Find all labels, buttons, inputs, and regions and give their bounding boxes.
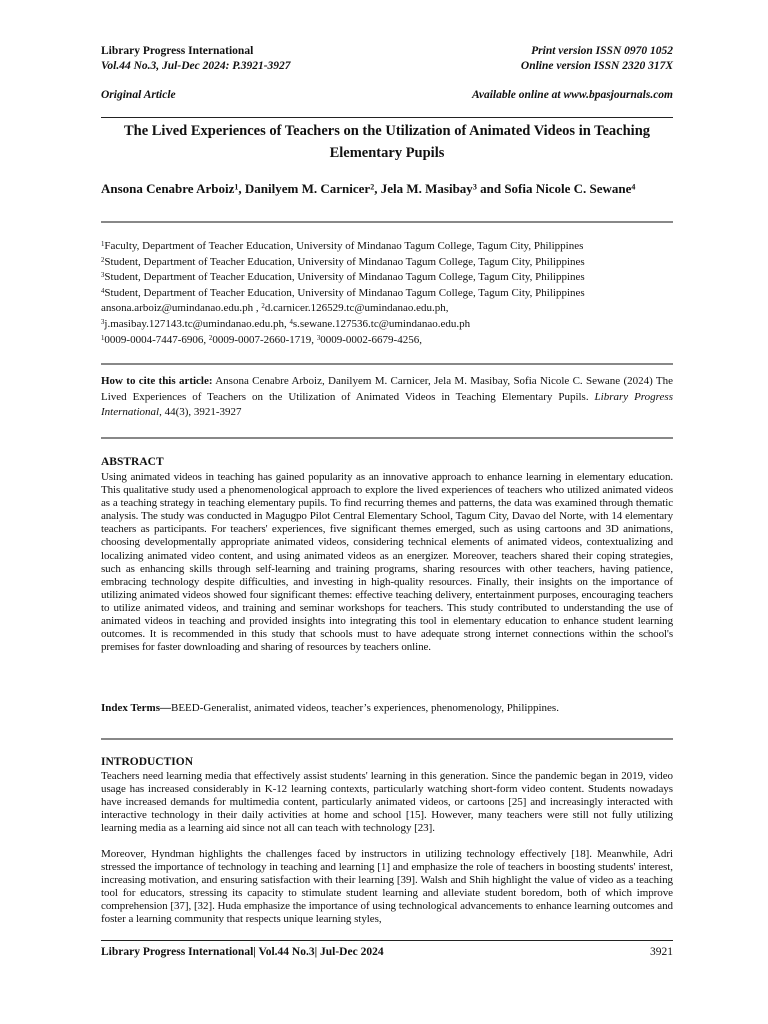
affiliation-list xyxy=(101,239,673,348)
affiliation-line: $^1$Faculty, Department of Teacher Education, University of Mindanao Tagum College, Tagum City, Philippines xyxy=(101,240,584,252)
index-terms xyxy=(101,702,559,714)
journal-name: Library Progress International xyxy=(101,45,254,57)
author-sup: 1 xyxy=(234,182,239,192)
citation-rule xyxy=(101,437,673,439)
introduction-paragraph: Moreover, Hyndman highlights the challenges faced by instructors in utilizing technology effectively [18]. Meanwhile, Adri stressed the importance of technology in teaching and learning [1] and emphasize the role of teachers in boosting students' interest, increasing motivation, and ensuring satisfaction with their learning [39]. Walsh and Shih highlight the value of video as a teaching tool for educators, stressing its capacity to stimulate student learning and alleviate student boredom, both of which improve comprehension [37], [32]. Huda emphasize the importance of using technological advancements to enhance learning outcomes and foster a learning community that respects unique learning styles, xyxy=(101,848,673,926)
footer-date: Jul-Dec 2024 xyxy=(320,946,384,958)
author-sup: 3 xyxy=(472,182,477,192)
footer-rule xyxy=(101,940,673,941)
index-terms-label: Index Terms— xyxy=(101,702,171,714)
abstract-body: Using animated videos in teaching has gained popularity as an innovative approach to enhance learning in elementary education. This qualitative study used a phenomenological approach to explore the lived experiences of teachers who utilized animated videos as a teaching strategy in teaching elementary pupils. To find recurring themes and patterns, the data was examined through thematic analysis. The study was conducted in Magugpo Pilot Central Elementary School, Tagum City, Davao del Norte, with 14 elementary teachers as participants. For teachers' experiences, five significant themes emerged, such as using cartoons and 3D animations, choosing developmentally appropriate animated videos, considering technical elements of animated videos, contextualizing and localizing animated video content, and using animated videos as an energizer. Moreover, teachers shared their coping strategies, such as enhancing skills through self-learning and training programs, sharing resources with other teachers, having patience, embracing technology despite difficulties, and investing in high-quality resources. Finally, their insights on the importance of utilizing animated videos showed four significant themes: effective teaching delivery, entertainment purposes, encouraging teachers to utilize animated videos, and training and seminar workshops for teachers. This study contributed to understanding the use of animated videos in teaching and provided insights into integrating this tool in elementary education to enhance student learning outcomes. It is recommended in this study that schools must to have adequate strong internet connections within the school's premises for faster downloading and sharing of resources by teachers online. xyxy=(101,471,673,654)
author-name: Ansona Cenabre Arboiz xyxy=(101,181,235,196)
citation-ref: , 44(3), 3921-3927 xyxy=(159,406,242,419)
page-number: 3921 xyxy=(650,946,673,958)
email-link[interactable]: j.masibay.127143.tc@umindanao.edu.ph, xyxy=(104,317,290,330)
article-type: Original Article xyxy=(101,89,176,101)
affiliation-line: $^3$Student, Department of Teacher Education, University of Mindanao Tagum College, Tagum City, Philippines xyxy=(101,271,585,284)
author-separator: , xyxy=(238,181,245,196)
citation-block xyxy=(101,374,673,421)
author-separator: and xyxy=(476,181,505,196)
author-sup: 4 xyxy=(631,182,636,192)
author-name: Jela M. Masibay xyxy=(380,181,473,196)
introduction-paragraph: Teachers need learning media that effectively assist students' learning in this generation. Since the pandemic began in 2019, video usage has increased considerably in K-12 learning contexts, particularly watching short-form video content. Students nowadays have increased demands for multimedia content, particularly animated videos, or cartoons [25] and increasingly interacted with interactive technology in their daily activities at home and school [15]. However, many teachers were still not fully utilizing learning media as a learning aid since not all can teach with technology [23]. xyxy=(101,770,673,835)
affiliation-line: $^2$Student, Department of Teacher Education, University of Mindanao Tagum College, Tagum City, Philippines xyxy=(101,255,585,268)
print-issn: Print version ISSN 0970 1052 xyxy=(531,45,673,57)
email-link[interactable]: s.sewane.127536.tc@umindanao.edu.ph xyxy=(292,317,471,330)
email-link[interactable]: d.carnicer.126529.tc@umindanao.edu.ph, xyxy=(264,302,449,315)
citation-journal: Library Progress International xyxy=(101,390,673,419)
author-separator: , xyxy=(374,181,381,196)
online-issn: Online version ISSN 2320 317X xyxy=(520,60,673,72)
orcid-line: $^1$0009-0004-7447-6906, $^2$0009-0007-2660-1719, $^3$0009-0002-6679-4256, xyxy=(101,333,422,346)
abstract-heading: ABSTRACT xyxy=(101,456,164,468)
email-line: $^3$j.masibay.127143.tc@umindanao.edu.ph, $^4$s.sewane.127536.tc@umindanao.edu.ph xyxy=(101,317,471,330)
citation-text: Ansona Cenabre Arboiz, Danilyem M. Carnicer, Jela M. Masibay, Sofia Nicole C. Sewane (2024) The Lived Experiences of Teachers on the Utilization of Animated Videos in Teaching Elementary Pupils. xyxy=(101,375,673,403)
abstract-rule xyxy=(101,738,673,740)
citation-label: How to cite this article: xyxy=(101,375,213,387)
authors-rule xyxy=(101,221,673,223)
author-name: Sofia Nicole C. Sewane xyxy=(504,181,632,196)
page-footer: Library Progress International| Vol.44 No.3| Jul-Dec 2024 3921 xyxy=(101,946,673,958)
author-name: Danilyem M. Carnicer xyxy=(244,181,371,196)
available-online: Available online at www.bpasjournals.com xyxy=(472,89,673,101)
author-sup: 2 xyxy=(370,182,375,192)
affiliation-rule xyxy=(101,363,673,365)
paper-title: The Lived Experiences of Teachers on the Utilization of Animated Videos in Teaching Elementary Pupils xyxy=(123,123,651,161)
introduction-heading: INTRODUCTION xyxy=(101,756,194,768)
author-list xyxy=(101,180,661,198)
index-terms-text: BEED-Generalist, animated videos, teacher’s experiences, phenomenology, Philippines. xyxy=(171,702,559,714)
volume-issue: Vol.44 No.3, Jul-Dec 2024: P.3921-3927 xyxy=(101,60,291,72)
email-line: ansona.arboiz@umindanao.edu.ph , $^2$d.carnicer.126529.tc@umindanao.edu.ph, xyxy=(101,302,449,315)
footer-journal: Library Progress International xyxy=(101,946,254,958)
footer-volume: Vol.44 No.3 xyxy=(258,946,315,958)
email-link[interactable]: ansona.arboiz@umindanao.edu.ph , xyxy=(101,302,262,315)
affiliation-line: $^4$Student, Department of Teacher Education, University of Mindanao Tagum College, Tagum City, Philippines xyxy=(101,286,585,299)
header-rule xyxy=(101,117,673,118)
